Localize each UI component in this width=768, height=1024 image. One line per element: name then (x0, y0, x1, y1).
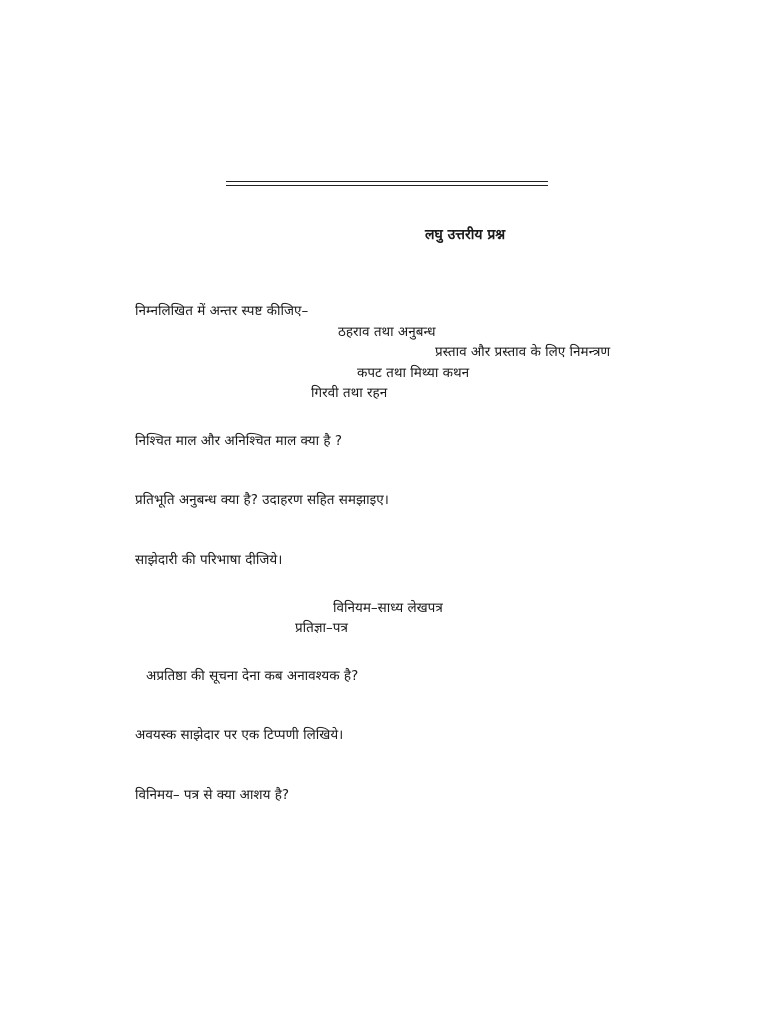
question-1-item: कपट तथा मिथ्या कथन (357, 365, 470, 381)
question-5-item: प्रतिज्ञा–पत्र (295, 620, 348, 636)
section-heading: लघु उत्तरीय प्रश्न (425, 227, 506, 243)
question-6: अप्रतिष्ठा की सूचना देना कब अनावश्यक है? (146, 668, 359, 684)
question-1-item: गिरवी तथा रहन (311, 385, 388, 401)
question-8: विनिमय– पत्र से क्या आशय है? (135, 787, 290, 803)
question-2: निश्चित माल और अनिश्चित माल क्या है ? (135, 433, 342, 449)
question-1-prompt: निम्नलिखित में अन्तर स्पष्ट कीजिए– (135, 303, 309, 319)
question-1-item: प्रस्ताव और प्रस्ताव के लिए निमन्त्रण (435, 344, 611, 360)
question-7: अवयस्क साझेदार पर एक टिप्पणी लिखिये। (135, 727, 344, 743)
question-1-item: ठहराव तथा अनुबन्ध (338, 324, 436, 340)
question-5-item: विनियम–साध्य लेखपत्र (333, 600, 443, 616)
top-double-rule-line-2 (226, 185, 548, 186)
question-4: साझेदारी की परिभाषा दीजिये। (135, 552, 283, 568)
top-double-rule-line-1 (226, 181, 548, 182)
question-3: प्रतिभूति अनुबन्ध क्या है? उदाहरण सहित समझाइए। (135, 492, 389, 508)
